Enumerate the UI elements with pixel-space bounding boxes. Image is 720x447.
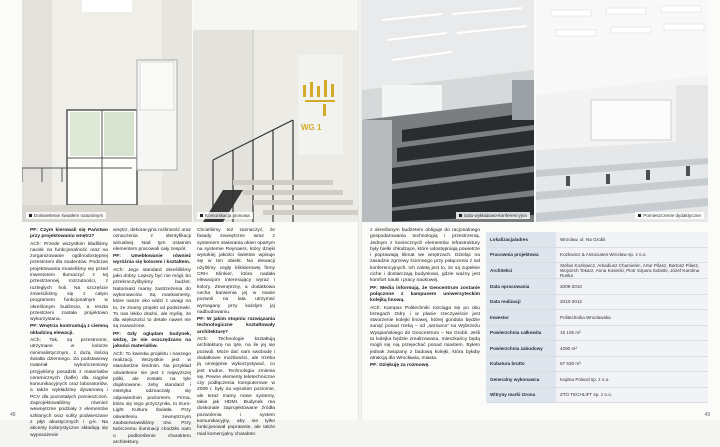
photo-caption-text: Pomieszczenie dydaktyczne — [643, 213, 701, 218]
interview-answer: wnętrz, dekoracyjna roślinność oraz oznaczenia z identyfikacji wizualnej. Nad tym ostatnim elementem pracowali cały zespół. — [113, 228, 191, 252]
photo-caption — [456, 212, 530, 219]
photo-caption — [635, 212, 704, 219]
floor-sign: WG 1 — [301, 123, 322, 132]
interview-answer: ACh: Tak, są przestronne, utrzymane w kolorze minimalistycznym, z dużą ilością światła dziennego. Za podstawowy materiał wykończeniowy przyjęliśmy posadzki z materiałów ceramicznych (kafle) dla ciągów komunikacyjnych oraz laboratoriów, a także wykładzinę dywanową i PCV dla pozostałych pomieszczeń. Zaprojektowaliśmy również wewnętrzne podziały z elementów szklanych oraz sufity podwieszane z płyt akustycznych i g-k. Na akcenty kolorystyczne składają się wyposażenie — [30, 338, 108, 438]
info-row — [486, 232, 708, 247]
text-column-4 — [370, 228, 480, 371]
info-row-value: Kozłowicz & Associates Wrocław sp. z o.o. — [556, 247, 708, 263]
info-row — [486, 279, 708, 295]
photo-caption-text: Sala wykładowo-konferencyjna — [463, 213, 527, 218]
interview-answer: ACh: Przede wszystkim kładliśmy nacisk na funkcjonalność oraz na zorganizowanie ogólnodostępnej przestrzeni dla studentów. Podczas projektowania musieliśmy się przed inwestorem tłumaczyć z tej przestrzennej rozrzutności, z rozległych holi. Na szczęście zmieściliśmy się z całym programem funkcjonalnym w określonym budżecie, a reszta przestrzeni została projektowo wykorzystana. — [30, 241, 108, 323]
photo-classroom — [536, 0, 708, 222]
info-row-label: Powierzchnia całkowita — [486, 325, 556, 341]
interview-question: PF: Dziękuję za rozmowę. — [370, 363, 430, 369]
caption-bullet-icon — [459, 214, 462, 217]
photo-atrium — [22, 0, 192, 222]
project-info-table — [486, 232, 708, 403]
atrium-illustration — [22, 0, 192, 222]
info-row-value: Wrocław, ul. Na Grobli — [556, 232, 708, 247]
classroom-illustration — [536, 0, 708, 222]
info-row-label: Architekci — [486, 263, 556, 279]
text-column-1 — [30, 228, 108, 440]
caption-bullet-icon — [200, 214, 203, 217]
interview-question: PF: Wnętrza kontrastują z ciemną okładziną elewacji. — [30, 324, 108, 336]
photo-stairwell — [193, 0, 358, 222]
interview-question: PF: Umebłowanie również wyróżnia się kolorem i kształtem. — [113, 254, 191, 266]
info-row-label: Lokalizacja/adres — [486, 232, 556, 247]
info-row-value: Kajima Poland sp. z o.o. — [556, 372, 708, 388]
interview-question: PF: W jakim stopniu rozwiązania technologiczne kształtowały architekturę? — [197, 317, 275, 335]
interview-question: PF: Gdy oglądam budynek, widzę, że nie oszczędzano na jakości materiałów. — [113, 331, 191, 350]
page-number-right: 49 — [704, 412, 710, 418]
photo-caption-text: Doświetlenie światłem naturalnym — [34, 213, 104, 218]
photo-caption — [197, 212, 253, 219]
info-row-label: Data opracowania — [486, 279, 556, 295]
info-row-value: 57 530 m³ — [556, 356, 708, 372]
info-row-label: Data realizacji — [486, 294, 556, 310]
info-row — [486, 356, 708, 372]
info-row-label: Kubatura brutto — [486, 356, 556, 372]
interview-question: PF: Media informują, że Geocentrum zostanie połączone z kampusem uniwersyteckim kolejką linową. — [370, 285, 480, 304]
info-row-value: 2009-2010 — [556, 279, 708, 295]
info-row-label: Generalny wykonawca — [486, 372, 556, 388]
info-row — [486, 325, 708, 341]
interview-answer: ACh: To kwestia projektu i naszego realizacji. Wszystkie jest w standardzie średnim. Na przykład oświetlenie nie jest z najwyższej półki, ale zostało na tyle dopilnowane, żeby standard i estetyka odznaczały się odpowiednim poziomem. Firma, która się tego przyczyniła, to Euro-Light Kultura Światła. Przy oświetleniu zewnętrznym zaobserwowaliśmy tzw. Przy twórczemu iluminacji chodziło nam o podkreślenie charakteru architektury. — [113, 351, 191, 445]
info-row-value: ZTO TECHLIFT sp. z o.o. — [556, 387, 708, 403]
info-row — [486, 372, 708, 388]
interview-answer: z określonym budżetem obliguje do racjonalnego gospodarowania technologią i przestrzenią. Jednym z koniecznych elementów infrastruktury były bielki chłodzące, które udostępniają powietrze i poprawiają klimat we wnętrzach. Dzieląc na zasadzie zgrzewy ściennego przy połączeniu z sal konferencyjnych. Ich zaletą jest to, że są zupełnie ciche i dostarczają budynkowi, gdzie ważny jest komfort nauki i pracy naukowej. — [370, 228, 480, 284]
caption-bullet-icon — [29, 214, 32, 217]
stairwell-illustration — [193, 0, 358, 222]
info-row-value: 2010-2012 — [556, 294, 708, 310]
page-number-left: 48 — [10, 412, 16, 418]
info-row-label: Witryny marki Orona — [486, 387, 556, 403]
caption-bullet-icon — [638, 214, 641, 217]
info-row-label: Inwestor — [486, 310, 556, 326]
info-row-value: 4290 m² — [556, 341, 708, 357]
photo-caption-text: Komunikacja pionowa — [205, 213, 250, 218]
info-row — [486, 387, 708, 403]
lecture-hall-illustration — [362, 0, 534, 222]
text-column-3 — [197, 228, 275, 439]
interview-answer: ACh: Technologie kształtują architekturę na tyle, na ile jej się pozwoli. Może dać nam swobodę i dodatkowe możliwości, ale trzeba ją umiejętnie wykorzystywać, co jest trudne. Technologia zmienia się. Pewne elementy teletechniczne czy podłączenia komputerowe w 2009 r. były na wysokim poziomie, ale teraz mamy nowe systemy, takie jak HDMI. Budynek ma doskonale zaprojektowane źródła pozwolenia i system komunikacyjny, aby nie tylko funkcjonował poprawnie, ale także miał komercjalny charakter. — [197, 337, 275, 437]
interview-answer: ACh: Kampus Politechniki rozciąga się po obu brzegach Odry i w planie rzeczywiście jest stworzenie kolejki linowej, której gondola będzie sunąć ponad rzeką – od „serowca” na Wybrzeżu Wyspiańskiego do Geocentrum – Na Grobli. Jeśli ta kolejka będzie zrealizowana, mieszkańcy będą mogli się nią przejechać ponad miastem. Byłem jednak związany z budową kolejki, która byłaby atrakcją dla Wrocławia, miasta. — [370, 305, 480, 361]
info-row — [486, 263, 708, 279]
info-row-value: Stefan Kozłowicz, Arkadiusz Chamielec, Artur Pilasz, Bartosz Pilasz, Wojciech Tokarz, Anna Kosecki, Piotr Szpara Sobiski, Józef Karolina Ruska — [556, 263, 708, 279]
photo-lecture-hall — [362, 0, 534, 222]
info-row-label: Powierzchnia zabudowy — [486, 341, 556, 357]
interview-answer: ACh: Jego standard określiliśmy jako dobry. Lepszy być nie mógł, bo przekroczylibyśmy budżet. Natomiast mamy zastrzeżenia do wykonawców. Są mankamenty, które nasze oko widzi z uwagi na to, że znamy projekt od podszewki. To nas lekko drażni, ale myślę, że dla większości to detale nawet nie są zauważone. — [113, 267, 191, 330]
info-row — [486, 310, 708, 326]
info-row — [486, 247, 708, 263]
info-row-value: Politechnika Wrocławska — [556, 310, 708, 326]
info-row-label: Pracownia projektowa — [486, 247, 556, 263]
info-row — [486, 341, 708, 357]
interview-question: PF: Czym kierowali się Państwo przy projektowaniu wnętrz? — [30, 228, 108, 240]
photo-caption — [26, 212, 106, 219]
info-row — [486, 294, 708, 310]
interview-answer: Chcieliśmy też zaznaczyć, że fasady zewnętrzne wraz z systemem otwierania okien opartym na systemie Reynaers, który dzięki wysokiej jakości świetnie wpisuje się w ten obiekt. Na elewacji użyliśmy cegły klinkierowej firmy CRH Klinkier, która nadała elewacjom interesujący wyraz i kolory. Zewnętrzny, a dodatkowa cecha barwienia jej w masie pozwoli na lata utrzymać wymagany przy każdym jej nadbudowaniu. — [197, 228, 276, 315]
text-column-2 — [113, 228, 191, 447]
info-row-value: 15 105 m² — [556, 325, 708, 341]
